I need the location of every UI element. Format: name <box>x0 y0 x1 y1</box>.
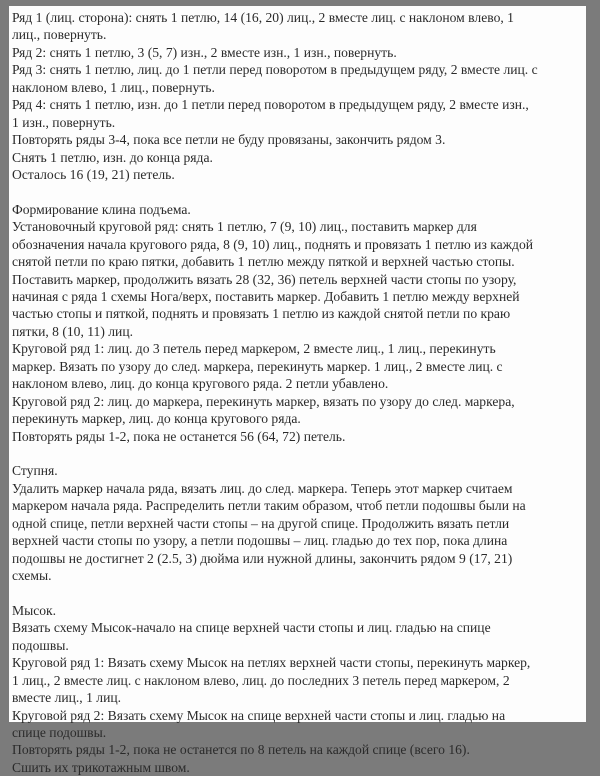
text-line: Круговой ряд 2: лиц. до маркера, перекинуть маркер, вязать по узору до след. маркера, <box>12 393 515 409</box>
text-line: частью стопы и пяткой, поднять и провязать 1 петлю из каждой снятой петли по краю <box>12 306 511 322</box>
section-foot <box>12 462 538 584</box>
text-line: Мысок. <box>12 602 57 618</box>
text-line: вместе лиц., 1 лиц. <box>12 690 122 706</box>
text-line: обозначения начала кругового ряда, 8 (9, 10) лиц., поднять и провязать 1 петлю из каждой <box>12 236 534 252</box>
text-line: Круговой ряд 2: Вязать схему Мысок на спице верхней части стопы и лиц. гладью на <box>12 707 506 723</box>
text-line: спице подошвы. <box>12 724 107 740</box>
text-line: Круговой ряд 1: Вязать схему Мысок на петлях верхней части стопы, перекинуть маркер, <box>12 655 531 671</box>
text-line: наклоном влево, 1 лиц., повернуть. <box>12 79 215 95</box>
text-line: Ступня. <box>12 463 58 479</box>
text-line: Снять 1 петлю, изн. до конца ряда. <box>12 149 213 165</box>
document-text <box>12 9 538 776</box>
text-line: Повторять ряды 3-4, пока все петли не буду провязаны, закончить рядом 3. <box>12 132 446 148</box>
text-line: маркер. Вязать по узору до след. маркера, перекинуть маркер. 1 лиц., 2 вместе лиц. с <box>12 358 503 374</box>
text-line: Осталось 16 (19, 21) петель. <box>12 166 175 182</box>
text-line: подошвы не достигнет 2 (2.5, 3) дюйма или нужной длины, закончить рядом 9 (17, 21) <box>12 550 513 566</box>
text-line: Ряд 1 (лиц. сторона): снять 1 петлю, 14 (16, 20) лиц., 2 вместе лиц. с наклоном влево, 1 <box>12 10 514 25</box>
text-line: Повторять ряды 1-2, пока не останется 56 (64, 72) петель. <box>12 428 346 444</box>
text-line: маркером начала ряда. Распределить петли таким образом, чтоб петли подошвы были на <box>12 498 526 514</box>
text-line: Вязать схему Мысок-начало на спице верхней части стопы и лиц. гладью на спице <box>12 620 491 636</box>
section-gusset <box>12 201 538 445</box>
paragraph-gap <box>12 584 538 601</box>
text-line: наклоном влево, лиц. до конца кругового ряда. 2 петли убавлено. <box>12 376 389 392</box>
text-line: одной спице, петли верхней части стопы – на другой спице. Продолжить вязать петли <box>12 515 510 531</box>
section-toe <box>12 602 538 776</box>
section-heel-turn <box>12 9 538 183</box>
text-line: Поставить маркер, продолжить вязать 28 (32, 36) петель верхней части стопы по узору, <box>12 271 517 287</box>
text-line: Ряд 4: снять 1 петлю, изн. до 1 петли перед поворотом в предыдущем ряду, 2 вместе изн., <box>12 97 529 113</box>
text-line: лиц., повернуть. <box>12 27 107 43</box>
text-line: Ряд 3: снять 1 петлю, лиц. до 1 петли перед поворотом в предыдущем ряду, 2 вместе лиц. с <box>12 62 538 78</box>
paragraph-gap <box>12 445 538 462</box>
text-line: 1 лиц., 2 вместе лиц. с наклоном влево, лиц. до последних 3 петель перед маркером, 2 <box>12 672 510 688</box>
text-line: 1 изн., повернуть. <box>12 114 116 130</box>
text-line: Ряд 2: снять 1 петлю, 3 (5, 7) изн., 2 вместе изн., 1 изн., повернуть. <box>12 44 397 60</box>
text-line: схемы. <box>12 568 52 583</box>
paragraph-gap <box>12 183 538 200</box>
text-line: подошвы. <box>12 637 69 653</box>
text-line: пятки, 8 (10, 11) лиц. <box>12 323 134 339</box>
text-line: начиная с ряда 1 схемы Нога/верх, поставить маркер. Добавить 1 петлю между верхней <box>12 289 520 304</box>
text-line: снятой петли по краю пятки, добавить 1 петлю между пяткой и верхней частью стопы. <box>12 254 515 270</box>
text-line: Формирование клина подъема. <box>12 201 191 217</box>
text-line: Повторять ряды 1-2, пока не останется по 8 петель на каждой спице (всего 16). <box>12 742 470 758</box>
text-line: верхней части стопы по узору, а петли подошвы – лиц. гладью до тех пор, пока длина <box>12 533 508 549</box>
text-line: Круговой ряд 1: лиц. до 3 петель перед маркером, 2 вместе лиц., 1 лиц., перекинуть <box>12 341 496 357</box>
text-line: перекинуть маркер, лиц. до конца кругового ряда. <box>12 411 301 427</box>
text-line: Сшить их трикотажным швом. <box>12 759 190 775</box>
document-page <box>9 6 586 775</box>
text-line: Удалить маркер начала ряда, вязать лиц. до след. маркера. Теперь этот маркер считаем <box>12 480 513 496</box>
text-line: Установочный круговой ряд: снять 1 петлю, 7 (9, 10) лиц., поставить маркер для <box>12 219 477 235</box>
